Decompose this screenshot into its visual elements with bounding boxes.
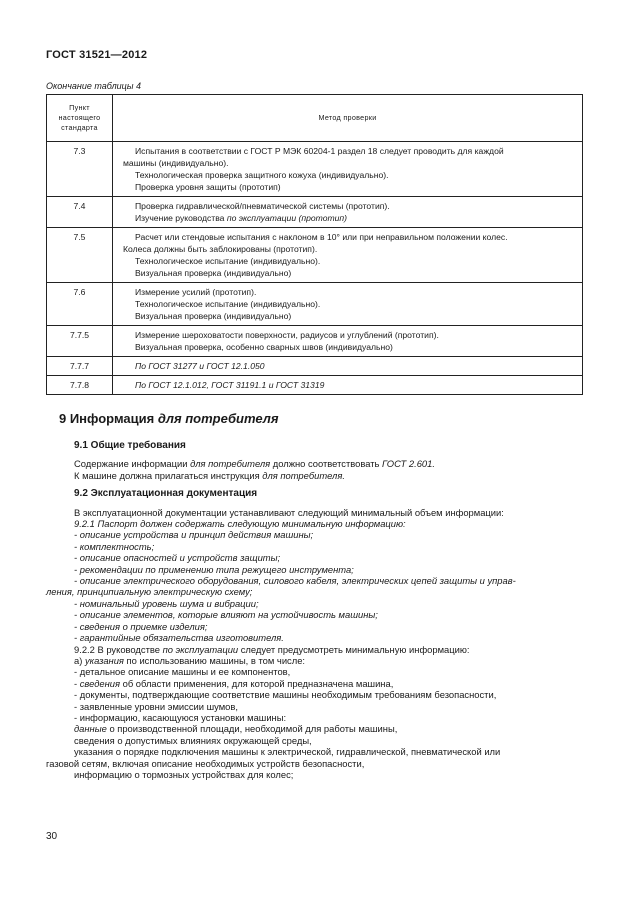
method-cell: По ГОСТ 31277 и ГОСТ 12.1.050 <box>113 357 583 376</box>
method-cell: Расчет или стендовые испытания с наклоном в 10° или при неправильном положении колес. Колеса должны быть заблокированы (прототип). Технологическое испытание (индивидуально). Визуальная проверка (индивидуально) <box>113 228 583 283</box>
page-number: 30 <box>46 831 58 842</box>
manual-line: указания о порядке подключения машины к электрической, гидравлической, пневматической или <box>74 746 501 758</box>
manual-line: 9.2.2 В руководстве по эксплуатации следует предусмотреть минимальную информацию: <box>74 643 470 655</box>
table-row <box>47 357 583 376</box>
manual-line: данные о производственной площади, необходимой для работы машины, <box>74 723 398 735</box>
method-cell: По ГОСТ 12.1.012, ГОСТ 31191.1 и ГОСТ 31319 <box>113 376 583 395</box>
subsection-9-1-title: 9.1 Общие требования <box>74 440 186 451</box>
table-row <box>47 283 583 326</box>
clause-number: 7.3 <box>47 142 113 197</box>
passport-line: - сведения о приемке изделия; <box>74 620 208 632</box>
table-caption: Окончание таблицы 4 <box>46 81 141 91</box>
passport-line: - описание электрического оборудования, силового кабеля, электрических цепей защиты и управ- <box>74 575 516 587</box>
table-row <box>47 326 583 357</box>
manual-line: - детальное описание машины и ее компонентов, <box>74 666 291 678</box>
section-9-body <box>46 440 583 780</box>
manual-line: - документы, подтверждающие соответствие машины необходимым требованиям безопасности, <box>74 689 497 701</box>
passport-line: - комплектность; <box>74 540 155 552</box>
clause-number: 7.6 <box>47 283 113 326</box>
document-header: ГОСТ 31521—2012 <box>46 49 148 61</box>
paragraph: Содержание информации для потребителя должно соответствовать ГОСТ 2.601. <box>74 458 435 470</box>
method-cell: Измерение усилий (прототип). Технологическое испытание (индивидуально). Визуальная проверка (индивидуально) <box>113 283 583 326</box>
clause-number: 7.5 <box>47 228 113 283</box>
manual-line: газовой сетям, включая описание необходимых устройств безопасности, <box>46 757 365 769</box>
passport-line: - номинальный уровень шума и вибрации; <box>74 597 259 609</box>
col-clause-header: Пункт настоящего стандарта <box>47 95 113 142</box>
manual-line: информацию о тормозных устройствах для колес; <box>74 768 294 780</box>
paragraph: К машине должна прилагаться инструкция для потребителя. <box>74 469 345 481</box>
clause-number: 7.7.5 <box>47 326 113 357</box>
passport-line: - описание элементов, которые влияют на устойчивость машины; <box>74 609 378 621</box>
manual-line: - информацию, касающуюся установки машины: <box>74 711 287 723</box>
manual-line: - заявленные уровни эмиссии шумов, <box>74 700 238 712</box>
method-cell: Проверка гидравлической/пневматической системы (прототип). Изучение руководства по эксплуатации (прототип) <box>113 197 583 228</box>
table-row <box>47 197 583 228</box>
table-header-row <box>47 95 583 142</box>
passport-line: - описание устройства и принцип действия машины; <box>74 529 314 541</box>
method-cell: Испытания в соответствии с ГОСТ Р МЭК 60204-1 раздел 18 следует проводить для каждой машины (индивидуально). Технологическая проверка защитного кожуха (индивидуально). Проверка уровня защиты (прототип) <box>113 142 583 197</box>
manual-line: - сведения об области применения, для которой предназначена машина, <box>74 677 394 689</box>
clause-number: 7.7.8 <box>47 376 113 395</box>
method-cell: Измерение шероховатости поверхности, радиусов и углублений (прототип). Визуальная проверка, особенно сварных швов (индивидуально) <box>113 326 583 357</box>
col-method-header: Метод проверки <box>113 95 583 142</box>
passport-line: - описание опасностей и устройств защиты; <box>74 552 281 564</box>
clause-number: 7.4 <box>47 197 113 228</box>
table-row <box>47 376 583 395</box>
passport-line: 9.2.1 Паспорт должен содержать следующую минимальную информацию: <box>74 518 406 530</box>
paragraph: В эксплуатационной документации устанавливают следующий минимальный объем информации: <box>74 506 504 518</box>
manual-line: сведения о допустимых влияниях окружающей среды, <box>74 734 312 746</box>
section-9-title: 9 Информация для потребителя <box>59 411 279 426</box>
clause-number: 7.7.7 <box>47 357 113 376</box>
subsection-9-2-title: 9.2 Эксплуатационная документация <box>74 488 258 500</box>
manual-line: а) указания по использованию машины, в том числе: <box>74 654 306 666</box>
passport-line: - гарантийные обязательства изготовителя. <box>74 632 284 644</box>
table-row <box>47 228 583 283</box>
passport-line: - рекомендации по применению типа режущего инструмента; <box>74 563 354 575</box>
inspection-methods-table <box>46 94 583 395</box>
table-row <box>47 142 583 197</box>
passport-line: ления, принципиальную электрическую схему; <box>46 586 253 598</box>
